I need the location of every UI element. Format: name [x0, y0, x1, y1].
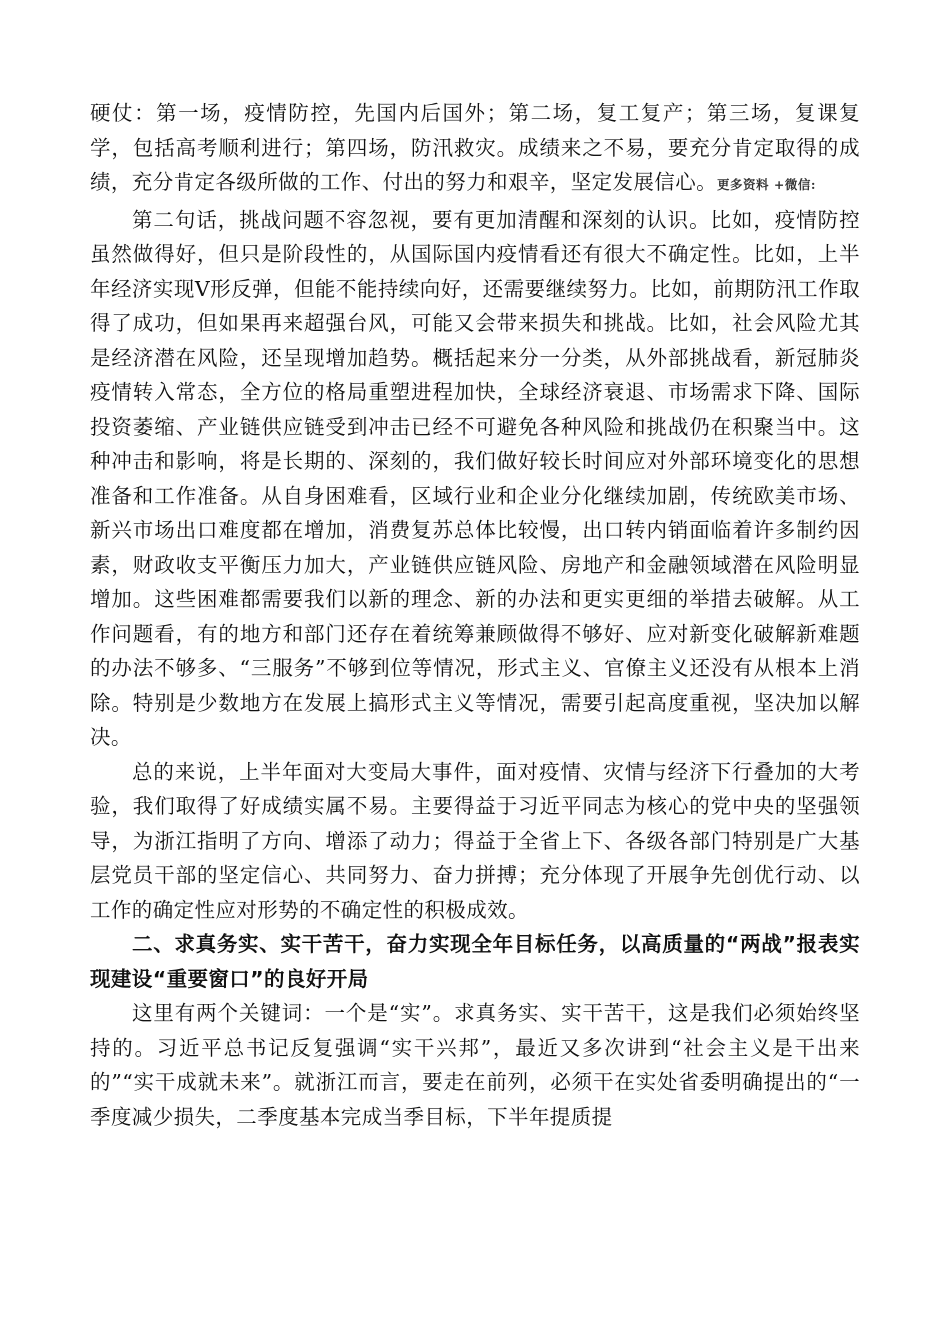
document-body [90, 96, 860, 1134]
inline-note: 更多资料 +微信: [717, 177, 816, 192]
section-heading: 二、求真务实、实干苦干，奋力实现全年目标任务，以高质量的“两战”报表实现建设“重要窗口”的良好开局 [90, 932, 860, 991]
paragraph-1-text: 硬仗：第一场，疫情防控，先国内后国外；第二场，复工复产；第三场，复课复学，包括高考顺利进行；第四场，防汛救灾。成绩来之不易，要充分肯定取得的成绩，充分肯定各级所做的工作、付出的努力和艰辛，坚定发展信心。 [90, 101, 860, 194]
paragraph-4: 这里有两个关键词：一个是“实”。求真务实、实干苦干，这是我们必须始终坚持的。习近平总书记反复强调“实干兴邦”，最近又多次讲到“社会主义是干出来的”“实干成就未来”。就浙江而言，要走在前列，必须干在实处省委明确提出的“一季度减少损失，二季度基本完成当季目标，下半年提质提 [90, 1001, 860, 1129]
paragraph-2: 第二句话，挑战问题不容忽视，要有更加清醒和深刻的认识。比如，疫情防控虽然做得好，但只是阶段性的，从国际国内疫情看还有很大不确定性。比如，上半年经济实现Ⅴ形反弹，但能不能持续向好，还需要继续努力。比如，前期防汛工作取得了成功，但如果再来超强台风，可能又会带来损失和挑战。比如，社会风险尤其是经济潜在风险，还呈现增加趋势。概括起来分一分类，从外部挑战看，新冠肺炎疫情转入常态，全方位的格局重塑进程加快，全球经济衰退、市场需求下降、国际投资萎缩、产业链供应链受到冲击已经不可避免各种风险和挑战仍在积聚当中。这种冲击和影响，将是长期的、深刻的，我们做好较长时间应对外部环境变化的思想准备和工作准备。从自身困难看，区域行业和企业分化继续加剧，传统欧美市场、新兴市场出口难度都在增加，消费复苏总体比较慢，出口转内销面临着许多制约因素，财政收支平衡压力加大，产业链供应链风险、房地产和金融领域潜在风险明显增加。这些困难都需要我们以新的理念、新的办法和更实更细的举措去破解。从工作问题看，有的地方和部门还存在着统筹兼顾做得不够好、应对新变化破解新难题的办法不够多、“三服务”不够到位等情况，形式主义、官僚主义还没有从根本上消除。特别是少数地方在发展上搞形式主义等情况，需要引起高度重视，坚决加以解决。 [90, 207, 860, 749]
paragraph-1 [90, 96, 860, 203]
paragraph-3: 总的来说，上半年面对大变局大事件，面对疫情、灾情与经济下行叠加的大考验，我们取得了好成绩实属不易。主要得益于习近平同志为核心的党中央的坚强领导，为浙江指明了方向、增添了动力；得益于全省上下、各级各部门特别是广大基层党员干部的坚定信心、共同努力、奋力拼搏；充分体现了开展争先创优行动、以工作的确定性应对形势的不确定性的积极成效。 [90, 759, 860, 922]
